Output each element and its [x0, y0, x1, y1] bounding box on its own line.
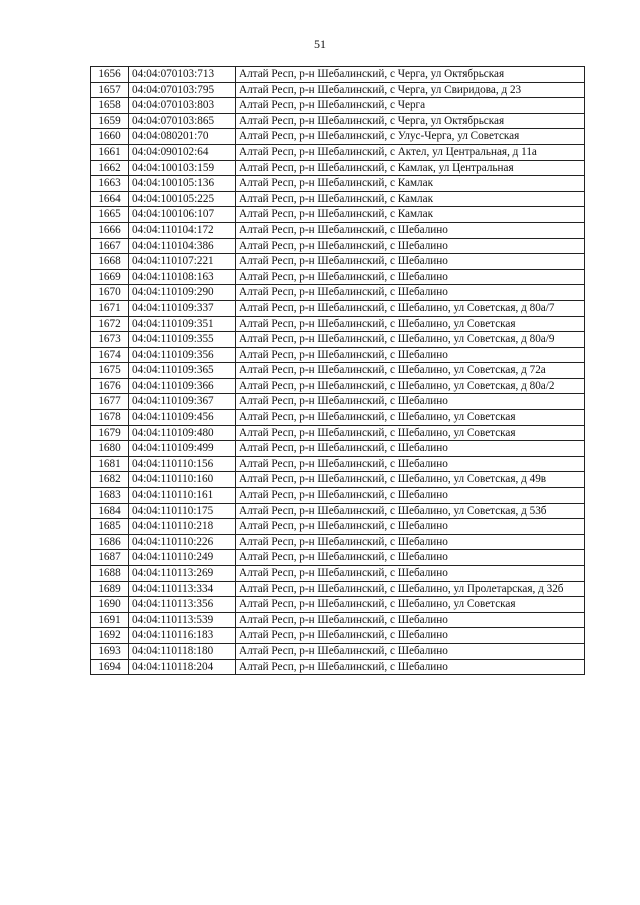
- address: Алтай Респ, р-н Шебалинский, с Шебалино, ул Советская, д 80а/7: [236, 300, 585, 316]
- address: Алтай Респ, р-н Шебалинский, с Шебалино: [236, 254, 585, 270]
- address: Алтай Респ, р-н Шебалинский, с Шебалино: [236, 566, 585, 582]
- address: Алтай Респ, р-н Шебалинский, с Шебалино: [236, 394, 585, 410]
- cadastral-number: 04:04:110116:183: [129, 628, 236, 644]
- address: Алтай Респ, р-н Шебалинский, с Шебалино, ул Советская, д 72а: [236, 363, 585, 379]
- row-number: 1659: [91, 113, 129, 129]
- address: Алтай Респ, р-н Шебалинский, с Шебалино, ул Советская: [236, 316, 585, 332]
- cadastral-number: 04:04:110110:156: [129, 456, 236, 472]
- table-row: [91, 191, 585, 207]
- row-number: 1685: [91, 519, 129, 535]
- table-row: [91, 534, 585, 550]
- address: Алтай Респ, р-н Шебалинский, с Шебалино, ул Пролетарская, д 32б: [236, 581, 585, 597]
- address: Алтай Респ, р-н Шебалинский, с Шебалино: [236, 456, 585, 472]
- cadastral-number: 04:04:110113:539: [129, 612, 236, 628]
- address: Алтай Респ, р-н Шебалинский, с Шебалино, ул Советская, д 80а/9: [236, 332, 585, 348]
- cadastral-number: 04:04:070103:803: [129, 98, 236, 114]
- table-row: [91, 612, 585, 628]
- row-number: 1675: [91, 363, 129, 379]
- cadastral-number: 04:04:070103:865: [129, 113, 236, 129]
- address: Алтай Респ, р-н Шебалинский, с Шебалино: [236, 238, 585, 254]
- cadastral-number: 04:04:100105:136: [129, 176, 236, 192]
- row-number: 1679: [91, 425, 129, 441]
- address: Алтай Респ, р-н Шебалинский, с Шебалино: [236, 347, 585, 363]
- table-row: [91, 659, 585, 675]
- address: Алтай Респ, р-н Шебалинский, с Черга, ул Октябрьская: [236, 67, 585, 83]
- row-number: 1683: [91, 488, 129, 504]
- table-row: [91, 144, 585, 160]
- address: Алтай Респ, р-н Шебалинский, с Шебалино: [236, 612, 585, 628]
- cadastral-number: 04:04:100103:159: [129, 160, 236, 176]
- address: Алтай Респ, р-н Шебалинский, с Шебалино, ул Советская: [236, 597, 585, 613]
- address: Алтай Респ, р-н Шебалинский, с Черга, ул Октябрьская: [236, 113, 585, 129]
- row-number: 1660: [91, 129, 129, 145]
- cadastral-number: 04:04:090102:64: [129, 144, 236, 160]
- cadastral-number: 04:04:110113:356: [129, 597, 236, 613]
- table-row: [91, 472, 585, 488]
- row-number: 1676: [91, 378, 129, 394]
- table-row: [91, 581, 585, 597]
- row-number: 1656: [91, 67, 129, 83]
- row-number: 1692: [91, 628, 129, 644]
- cadastral-number: 04:04:110109:351: [129, 316, 236, 332]
- cadastral-number: 04:04:070103:795: [129, 82, 236, 98]
- row-number: 1666: [91, 222, 129, 238]
- address: Алтай Респ, р-н Шебалинский, с Черга, ул Свиридова, д 23: [236, 82, 585, 98]
- address: Алтай Респ, р-н Шебалинский, с Шебалино: [236, 534, 585, 550]
- cadastral-number: 04:04:110109:366: [129, 378, 236, 394]
- address: Алтай Респ, р-н Шебалинский, с Шебалино: [236, 441, 585, 457]
- row-number: 1681: [91, 456, 129, 472]
- cadastral-number: 04:04:110118:180: [129, 643, 236, 659]
- table-row: [91, 425, 585, 441]
- cadastral-number: 04:04:110109:355: [129, 332, 236, 348]
- cadastral-number: 04:04:110110:175: [129, 503, 236, 519]
- address: Алтай Респ, р-н Шебалинский, с Шебалино, ул Советская: [236, 425, 585, 441]
- table-row: [91, 332, 585, 348]
- table-row: [91, 456, 585, 472]
- cadastral-number: 04:04:110107:221: [129, 254, 236, 270]
- address: Алтай Респ, р-н Шебалинский, с Шебалино: [236, 643, 585, 659]
- address: Алтай Респ, р-н Шебалинский, с Камлак: [236, 191, 585, 207]
- cadastral-number: 04:04:110118:204: [129, 659, 236, 675]
- row-number: 1670: [91, 285, 129, 301]
- table-row: [91, 82, 585, 98]
- cadastral-number: 04:04:110110:160: [129, 472, 236, 488]
- table-row: [91, 207, 585, 223]
- row-number: 1680: [91, 441, 129, 457]
- row-number: 1663: [91, 176, 129, 192]
- registry-rows: [91, 67, 585, 675]
- cadastral-number: 04:04:110104:386: [129, 238, 236, 254]
- row-number: 1687: [91, 550, 129, 566]
- cadastral-number: 04:04:110109:480: [129, 425, 236, 441]
- cadastral-number: 04:04:100106:107: [129, 207, 236, 223]
- row-number: 1671: [91, 300, 129, 316]
- table-row: [91, 254, 585, 270]
- address: Алтай Респ, р-н Шебалинский, с Шебалино: [236, 659, 585, 675]
- table-row: [91, 378, 585, 394]
- table-row: [91, 363, 585, 379]
- cadastral-number: 04:04:070103:713: [129, 67, 236, 83]
- table-row: [91, 550, 585, 566]
- table-row: [91, 410, 585, 426]
- row-number: 1690: [91, 597, 129, 613]
- row-number: 1694: [91, 659, 129, 675]
- row-number: 1673: [91, 332, 129, 348]
- table-row: [91, 597, 585, 613]
- table-row: [91, 285, 585, 301]
- row-number: 1688: [91, 566, 129, 582]
- address: Алтай Респ, р-н Шебалинский, с Шебалино, ул Советская: [236, 410, 585, 426]
- address: Алтай Респ, р-н Шебалинский, с Шебалино: [236, 222, 585, 238]
- cadastral-number: 04:04:110109:499: [129, 441, 236, 457]
- cadastral-number: 04:04:100105:225: [129, 191, 236, 207]
- table-row: [91, 643, 585, 659]
- row-number: 1693: [91, 643, 129, 659]
- row-number: 1691: [91, 612, 129, 628]
- table-row: [91, 347, 585, 363]
- cadastral-number: 04:04:110109:365: [129, 363, 236, 379]
- row-number: 1678: [91, 410, 129, 426]
- address: Алтай Респ, р-н Шебалинский, с Улус-Черга, ул Советская: [236, 129, 585, 145]
- table-row: [91, 222, 585, 238]
- cadastral-number: 04:04:110109:356: [129, 347, 236, 363]
- address: Алтай Респ, р-н Шебалинский, с Черга: [236, 98, 585, 114]
- table-row: [91, 67, 585, 83]
- table-row: [91, 566, 585, 582]
- cadastral-number: 04:04:110113:269: [129, 566, 236, 582]
- registry-table: [90, 66, 585, 675]
- page-number: 51: [314, 37, 326, 51]
- cadastral-number: 04:04:110109:290: [129, 285, 236, 301]
- cadastral-number: 04:04:110110:161: [129, 488, 236, 504]
- table-row: [91, 503, 585, 519]
- address: Алтай Респ, р-н Шебалинский, с Камлак: [236, 176, 585, 192]
- row-number: 1686: [91, 534, 129, 550]
- table-row: [91, 98, 585, 114]
- address: Алтай Респ, р-н Шебалинский, с Шебалино, ул Советская, д 53б: [236, 503, 585, 519]
- table-row: [91, 628, 585, 644]
- address: Алтай Респ, р-н Шебалинский, с Шебалино: [236, 285, 585, 301]
- row-number: 1664: [91, 191, 129, 207]
- table-row: [91, 441, 585, 457]
- row-number: 1665: [91, 207, 129, 223]
- address: Алтай Респ, р-н Шебалинский, с Актел, ул Центральная, д 11а: [236, 144, 585, 160]
- table-row: [91, 316, 585, 332]
- table-row: [91, 519, 585, 535]
- cadastral-number: 04:04:110109:367: [129, 394, 236, 410]
- address: Алтай Респ, р-н Шебалинский, с Шебалино, ул Советская, д 80а/2: [236, 378, 585, 394]
- row-number: 1674: [91, 347, 129, 363]
- row-number: 1677: [91, 394, 129, 410]
- cadastral-number: 04:04:110110:249: [129, 550, 236, 566]
- table-row: [91, 394, 585, 410]
- row-number: 1662: [91, 160, 129, 176]
- table-row: [91, 129, 585, 145]
- address: Алтай Респ, р-н Шебалинский, с Шебалино: [236, 628, 585, 644]
- row-number: 1661: [91, 144, 129, 160]
- row-number: 1689: [91, 581, 129, 597]
- address: Алтай Респ, р-н Шебалинский, с Камлак, ул Центральная: [236, 160, 585, 176]
- table-row: [91, 160, 585, 176]
- row-number: 1657: [91, 82, 129, 98]
- address: Алтай Респ, р-н Шебалинский, с Шебалино: [236, 269, 585, 285]
- address: Алтай Респ, р-н Шебалинский, с Шебалино: [236, 550, 585, 566]
- table-row: [91, 238, 585, 254]
- cadastral-number: 04:04:110104:172: [129, 222, 236, 238]
- cadastral-number: 04:04:110110:218: [129, 519, 236, 535]
- row-number: 1658: [91, 98, 129, 114]
- address: Алтай Респ, р-н Шебалинский, с Камлак: [236, 207, 585, 223]
- row-number: 1682: [91, 472, 129, 488]
- table-row: [91, 176, 585, 192]
- cadastral-number: 04:04:110110:226: [129, 534, 236, 550]
- cadastral-number: 04:04:110109:456: [129, 410, 236, 426]
- cadastral-number: 04:04:110113:334: [129, 581, 236, 597]
- address: Алтай Респ, р-н Шебалинский, с Шебалино: [236, 519, 585, 535]
- table-row: [91, 300, 585, 316]
- address: Алтай Респ, р-н Шебалинский, с Шебалино, ул Советская, д 49в: [236, 472, 585, 488]
- cadastral-number: 04:04:080201:70: [129, 129, 236, 145]
- row-number: 1684: [91, 503, 129, 519]
- cadastral-number: 04:04:110108:163: [129, 269, 236, 285]
- row-number: 1667: [91, 238, 129, 254]
- cadastral-number: 04:04:110109:337: [129, 300, 236, 316]
- table-row: [91, 488, 585, 504]
- row-number: 1672: [91, 316, 129, 332]
- table-row: [91, 113, 585, 129]
- row-number: 1668: [91, 254, 129, 270]
- table-row: [91, 269, 585, 285]
- address: Алтай Респ, р-н Шебалинский, с Шебалино: [236, 488, 585, 504]
- row-number: 1669: [91, 269, 129, 285]
